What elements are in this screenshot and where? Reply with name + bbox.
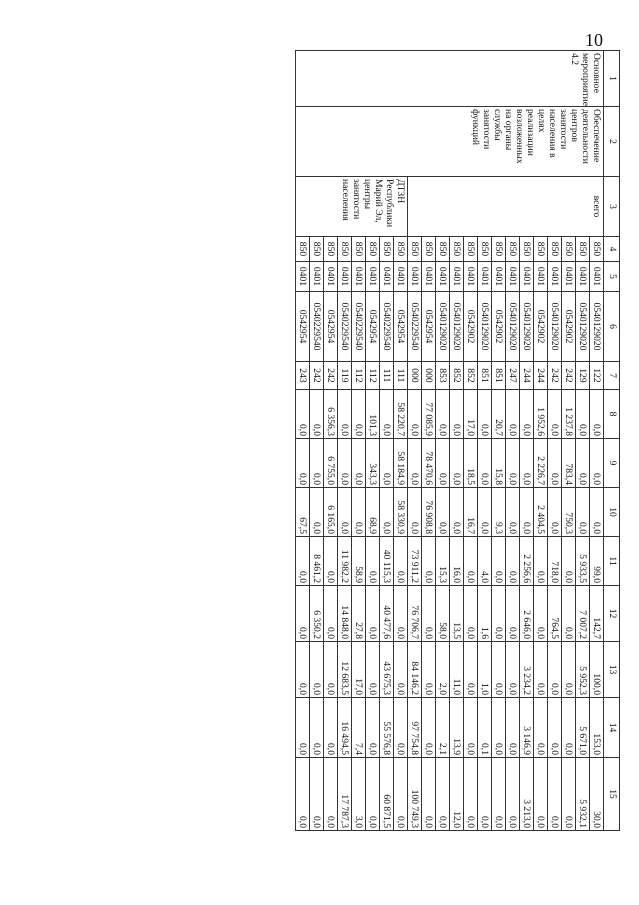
table-cell: 58 330,9 (394, 488, 408, 537)
table-cell: 851 (492, 362, 506, 390)
table-cell: 40 477,6 (380, 586, 394, 642)
table-cell: 18,5 (464, 439, 478, 488)
table-cell: 101,3 (366, 390, 380, 439)
table-cell: 0540229540 (310, 292, 324, 362)
table-cell: 247 (506, 362, 520, 390)
table-cell: 0401 (492, 262, 506, 292)
table-cell: 0,0 (464, 698, 478, 758)
table-cell: 16 494,5 (338, 698, 352, 758)
table-cell: 0,0 (506, 642, 520, 698)
table-cell: 0540129020 (450, 292, 464, 362)
table-cell: 11,0 (450, 642, 464, 698)
table-cell: 6 356,3 (324, 390, 338, 439)
table-cell: 122 (590, 362, 604, 390)
table-cell: 5 671,0 (576, 698, 590, 758)
table-cell: 0,0 (492, 698, 506, 758)
column-header: 13 (604, 642, 620, 698)
column-header: 5 (604, 262, 620, 292)
table-cell: 0,0 (590, 390, 604, 439)
table-cell: 2,1 (436, 698, 450, 758)
table-cell: 5 932,1 (576, 758, 590, 831)
table-cell: 77 085,9 (422, 390, 436, 439)
table-cell: 0,0 (520, 390, 534, 439)
table-cell: 129 (576, 362, 590, 390)
table-cell: 78 470,6 (422, 439, 436, 488)
table-cell: 0,1 (478, 698, 492, 758)
column-header: 14 (604, 698, 620, 758)
table-cell: 850 (576, 237, 590, 262)
table-cell: 0401 (450, 262, 464, 292)
table-cell: 7,4 (352, 698, 366, 758)
table-cell: 58 220,7 (394, 390, 408, 439)
table-cell: 0,0 (478, 390, 492, 439)
table-cell: 0540229540 (408, 292, 422, 362)
table-cell: 0,0 (324, 642, 338, 698)
table-cell: 0,0 (422, 698, 436, 758)
table-cell: 0,0 (492, 537, 506, 586)
table-cell: 0,0 (478, 758, 492, 831)
table-cell: 142,7 (590, 586, 604, 642)
table-cell: 58,9 (352, 537, 366, 586)
table-cell: 0,0 (478, 488, 492, 537)
table-cell: 000 (422, 362, 436, 390)
table-cell: 0,0 (310, 390, 324, 439)
table-cell: 0,0 (296, 758, 310, 831)
table-cell: 750,3 (562, 488, 576, 537)
table-cell: 850 (492, 237, 506, 262)
table-cell: 0,0 (506, 488, 520, 537)
table-cell: 58,0 (436, 586, 450, 642)
table-cell: 850 (324, 237, 338, 262)
table-cell: 0542954 (422, 292, 436, 362)
table-cell: 242 (310, 362, 324, 390)
table-cell: 0401 (380, 262, 394, 292)
table-cell: 0,0 (534, 537, 548, 586)
table-cell: 40 115,3 (380, 537, 394, 586)
table-cell: 0,0 (506, 698, 520, 758)
table-cell: 0,0 (324, 586, 338, 642)
table-cell: 0,0 (548, 439, 562, 488)
table-cell: 0,0 (310, 488, 324, 537)
table-cell: 0401 (534, 262, 548, 292)
table-cell: 0542902 (492, 292, 506, 362)
table-cell: 850 (506, 237, 520, 262)
table-cell: 850 (478, 237, 492, 262)
table-cell: 0,0 (310, 758, 324, 831)
table-cell: 0,0 (394, 586, 408, 642)
table-cell: 0,0 (338, 488, 352, 537)
table-cell: 0,0 (380, 439, 394, 488)
table-cell: 0,0 (310, 698, 324, 758)
table-cell: 0,0 (506, 586, 520, 642)
table-cell: 0401 (562, 262, 576, 292)
table-cell: 0401 (394, 262, 408, 292)
table-cell: 850 (562, 237, 576, 262)
table-cell: 9,3 (492, 488, 506, 537)
column-header: 8 (604, 390, 620, 439)
table-cell: 153,0 (590, 698, 604, 758)
table-cell: 0,0 (338, 439, 352, 488)
table-cell: 0401 (548, 262, 562, 292)
table-cell: 0,0 (562, 642, 576, 698)
table-cell: 16,0 (450, 537, 464, 586)
table-cell: 0,0 (576, 439, 590, 488)
table-cell: 0,0 (590, 439, 604, 488)
table-cell: 0,0 (310, 439, 324, 488)
table-cell: 0542954 (296, 292, 310, 362)
table-cell: 850 (464, 237, 478, 262)
table-cell: 0,0 (548, 642, 562, 698)
table-cell: 764,5 (548, 586, 562, 642)
table-cell: 0401 (506, 262, 520, 292)
table-cell: 0540129020 (478, 292, 492, 362)
table-cell: 0,0 (296, 439, 310, 488)
table-cell: 3 213,0 (520, 758, 534, 831)
table-cell: 0,0 (296, 537, 310, 586)
table-cell: 13,9 (450, 698, 464, 758)
table-cell: 12 683,5 (338, 642, 352, 698)
table-cell: 2 226,7 (534, 439, 548, 488)
table-cell: 0,0 (352, 439, 366, 488)
table-cell: 0,0 (408, 439, 422, 488)
column-header: 1 (604, 51, 620, 107)
table-cell: 13,5 (450, 586, 464, 642)
table-cell: 850 (534, 237, 548, 262)
table-cell: 67,5 (296, 488, 310, 537)
table-cell: 0542902 (534, 292, 548, 362)
table-cell: 0401 (436, 262, 450, 292)
table-cell: 0401 (324, 262, 338, 292)
table-cell: 0401 (478, 262, 492, 292)
table-body (296, 51, 604, 831)
table-cell: 0540129020 (576, 292, 590, 362)
table-cell: 0,0 (296, 698, 310, 758)
table-cell: 244 (520, 362, 534, 390)
table-cell: 242 (324, 362, 338, 390)
table-cell: 43 675,3 (380, 642, 394, 698)
table-cell: 0,0 (296, 642, 310, 698)
table-cell: 6 165,0 (324, 488, 338, 537)
table-cell: 0,0 (506, 439, 520, 488)
table-cell: 0,0 (394, 758, 408, 831)
table-cell: 55 576,8 (380, 698, 394, 758)
table-cell: 0,0 (436, 390, 450, 439)
table-cell: 0,0 (394, 698, 408, 758)
table-cell: 0,0 (436, 758, 450, 831)
table-cell: 0540229540 (352, 292, 366, 362)
table-cell: 0401 (352, 262, 366, 292)
column-header: 15 (604, 758, 620, 831)
table-row (590, 51, 604, 831)
table-cell: 0,0 (366, 586, 380, 642)
table-cell: 60 871,5 (380, 758, 394, 831)
table-cell: 119 (338, 362, 352, 390)
table-cell: 2 404,5 (534, 488, 548, 537)
table-cell: 0540229540 (380, 292, 394, 362)
table-cell: 3 146,9 (520, 698, 534, 758)
table-cell: 111 (394, 362, 408, 390)
table-cell: 0401 (408, 262, 422, 292)
table-cell: 851 (478, 362, 492, 390)
table-cell: 2,0 (436, 642, 450, 698)
table-cell: 0,0 (562, 698, 576, 758)
measure-name-cell: Основное мероприятие 4.2 (296, 51, 604, 107)
table-cell: 0,0 (492, 586, 506, 642)
table-cell: 0,0 (492, 642, 506, 698)
table-cell: 0,0 (520, 488, 534, 537)
table-cell: 0,0 (324, 698, 338, 758)
table-cell: 100,0 (590, 642, 604, 698)
table-cell: 0,0 (296, 586, 310, 642)
column-header: 2 (604, 107, 620, 177)
table-cell: 0,0 (436, 439, 450, 488)
table-cell: 3,0 (352, 758, 366, 831)
table-cell: 0,0 (506, 537, 520, 586)
table-cell: 0,0 (422, 758, 436, 831)
table-cell: 5 933,5 (576, 537, 590, 586)
table-cell: 0,0 (310, 642, 324, 698)
table-cell: 0540229540 (338, 292, 352, 362)
table-cell: 6 755,0 (324, 439, 338, 488)
page-number: 10 (585, 30, 603, 50)
table-cell: 0,0 (380, 488, 394, 537)
table-cell: 0542954 (324, 292, 338, 362)
table-cell: 243 (296, 362, 310, 390)
table-cell: 1,0 (478, 642, 492, 698)
table-cell: 0,0 (324, 758, 338, 831)
table-cell: 17 787,3 (338, 758, 352, 831)
table-cell: 0,0 (450, 488, 464, 537)
table-cell: 99,0 (590, 537, 604, 586)
table-cell: 112 (352, 362, 366, 390)
table-cell: 0,0 (394, 537, 408, 586)
table-cell: 84 146,2 (408, 642, 422, 698)
table-cell: 0,0 (464, 537, 478, 586)
table-cell: 0,0 (380, 390, 394, 439)
table-cell: 0,0 (422, 537, 436, 586)
table-cell: 0,0 (562, 537, 576, 586)
table-cell: 718,0 (548, 537, 562, 586)
column-header: 7 (604, 362, 620, 390)
table-cell: 17,0 (352, 642, 366, 698)
table-cell: 0,0 (366, 698, 380, 758)
table-cell: 0,0 (408, 390, 422, 439)
table-cell: 68,9 (366, 488, 380, 537)
table-cell: 5 952,3 (576, 642, 590, 698)
table-cell: 850 (338, 237, 352, 262)
table-cell: 0542954 (394, 292, 408, 362)
table-cell: 2 256,6 (520, 537, 534, 586)
table-cell: 76 706,7 (408, 586, 422, 642)
table-cell: 850 (394, 237, 408, 262)
column-header: 6 (604, 292, 620, 362)
table-cell: 111 (380, 362, 394, 390)
table-cell: 0,0 (520, 439, 534, 488)
table-cell: 1 952,6 (534, 390, 548, 439)
table-cell: 0,0 (506, 390, 520, 439)
table-cell: 0,0 (562, 758, 576, 831)
table-cell: 244 (534, 362, 548, 390)
column-header: 4 (604, 237, 620, 262)
table-cell: 0,0 (450, 390, 464, 439)
table-cell: 0401 (310, 262, 324, 292)
table-cell: 0,0 (464, 642, 478, 698)
table-cell: 850 (422, 237, 436, 262)
table-cell: 0,0 (422, 642, 436, 698)
table-cell: 0540129020 (590, 292, 604, 362)
table-cell: 850 (520, 237, 534, 262)
table-cell: 850 (352, 237, 366, 262)
table-cell: 2 646,0 (520, 586, 534, 642)
table-cell: 0542954 (366, 292, 380, 362)
table-cell: 0,0 (464, 586, 478, 642)
table-cell: 17,0 (464, 390, 478, 439)
table-cell: 850 (408, 237, 422, 262)
table-cell: 343,3 (366, 439, 380, 488)
table-cell: 000 (408, 362, 422, 390)
table-cell: 0,0 (422, 586, 436, 642)
table-cell: 14 848,0 (338, 586, 352, 642)
table-cell: 850 (310, 237, 324, 262)
rotated-table-container (115, 50, 620, 830)
table-cell: 850 (590, 237, 604, 262)
table-cell: 15,8 (492, 439, 506, 488)
table-cell: 0,0 (338, 390, 352, 439)
table-cell: 0,0 (464, 758, 478, 831)
table-cell: 0,0 (534, 758, 548, 831)
table-cell: 850 (450, 237, 464, 262)
total-label-cell: всего (408, 177, 604, 237)
table-cell: 0542902 (464, 292, 478, 362)
table-cell: 58 184,9 (394, 439, 408, 488)
table-cell: 16,7 (464, 488, 478, 537)
table-cell: 850 (296, 237, 310, 262)
table-cell: 27,8 (352, 586, 366, 642)
table-cell: 0,0 (366, 537, 380, 586)
table-cell: 0401 (422, 262, 436, 292)
table-cell: 7 007,2 (576, 586, 590, 642)
table-cell: 0,0 (562, 586, 576, 642)
table-cell: 0,0 (548, 390, 562, 439)
table-cell: 0,0 (366, 758, 380, 831)
table-cell: 0,0 (324, 537, 338, 586)
table-cell: 850 (436, 237, 450, 262)
table-cell: 12,0 (450, 758, 464, 831)
header-row (604, 51, 620, 831)
table-cell: 852 (450, 362, 464, 390)
table-cell: 0540129020 (506, 292, 520, 362)
column-header: 11 (604, 537, 620, 586)
table-cell: 850 (380, 237, 394, 262)
table-cell: 242 (548, 362, 562, 390)
table-cell: 0540129020 (520, 292, 534, 362)
table-cell: 1 237,8 (562, 390, 576, 439)
column-header: 3 (604, 177, 620, 237)
table-cell: 4,0 (478, 537, 492, 586)
table-cell: 8 461,2 (310, 537, 324, 586)
table-cell: 0,0 (576, 488, 590, 537)
table-cell: 0,0 (576, 390, 590, 439)
table-cell: 1,6 (478, 586, 492, 642)
table-cell: 0,0 (352, 390, 366, 439)
table-cell: 852 (464, 362, 478, 390)
table-cell: 0401 (296, 262, 310, 292)
table-cell: 0540129020 (436, 292, 450, 362)
table-cell: 242 (562, 362, 576, 390)
table-cell: 73 911,2 (408, 537, 422, 586)
table-cell: 15,3 (436, 537, 450, 586)
table-cell: 0,0 (436, 488, 450, 537)
table-cell: 3 234,2 (520, 642, 534, 698)
executor-label-cell: ДТЗН Республики Марий Эл, центры занятости населения (296, 177, 408, 237)
table-cell: 850 (548, 237, 562, 262)
budget-table (295, 50, 620, 831)
table-cell: 0401 (464, 262, 478, 292)
table-cell: 783,4 (562, 439, 576, 488)
table-cell: 0540129020 (548, 292, 562, 362)
table-cell: 0,0 (534, 586, 548, 642)
table-cell: 850 (366, 237, 380, 262)
table-cell: 0,0 (548, 488, 562, 537)
table-cell: 853 (436, 362, 450, 390)
table-cell: 0,0 (366, 642, 380, 698)
table-cell: 0,0 (590, 488, 604, 537)
table-cell: 0,0 (450, 439, 464, 488)
measure-description-cell: Обеспечение деятельности центров занятости населения в целях реализации возложенных на органы службы занятости функций (296, 107, 604, 177)
table-cell: 0542902 (562, 292, 576, 362)
table-cell: 0,0 (492, 758, 506, 831)
table-cell: 0,0 (506, 758, 520, 831)
table-cell: 20,7 (492, 390, 506, 439)
table-cell: 0,0 (352, 488, 366, 537)
table-cell: 0,0 (296, 390, 310, 439)
table-cell: 0,0 (408, 488, 422, 537)
table-cell: 0,0 (548, 758, 562, 831)
table-cell: 0401 (338, 262, 352, 292)
column-header: 10 (604, 488, 620, 537)
table-cell: 0401 (576, 262, 590, 292)
table-cell: 0401 (520, 262, 534, 292)
table-cell: 0,0 (478, 439, 492, 488)
table-cell: 0401 (366, 262, 380, 292)
table-cell: 97 754,8 (408, 698, 422, 758)
table-cell: 6 350,2 (310, 586, 324, 642)
column-header: 12 (604, 586, 620, 642)
table-cell: 0401 (590, 262, 604, 292)
table-cell: 0,0 (548, 698, 562, 758)
table-cell: 0,0 (534, 698, 548, 758)
table-cell: 100 749,3 (408, 758, 422, 831)
table-cell: 112 (366, 362, 380, 390)
table-cell: 76 908,8 (422, 488, 436, 537)
column-header: 9 (604, 439, 620, 488)
table-cell: 30,0 (590, 758, 604, 831)
table-cell: 0,0 (394, 642, 408, 698)
table-cell: 0,0 (534, 642, 548, 698)
table-cell: 11 982,2 (338, 537, 352, 586)
